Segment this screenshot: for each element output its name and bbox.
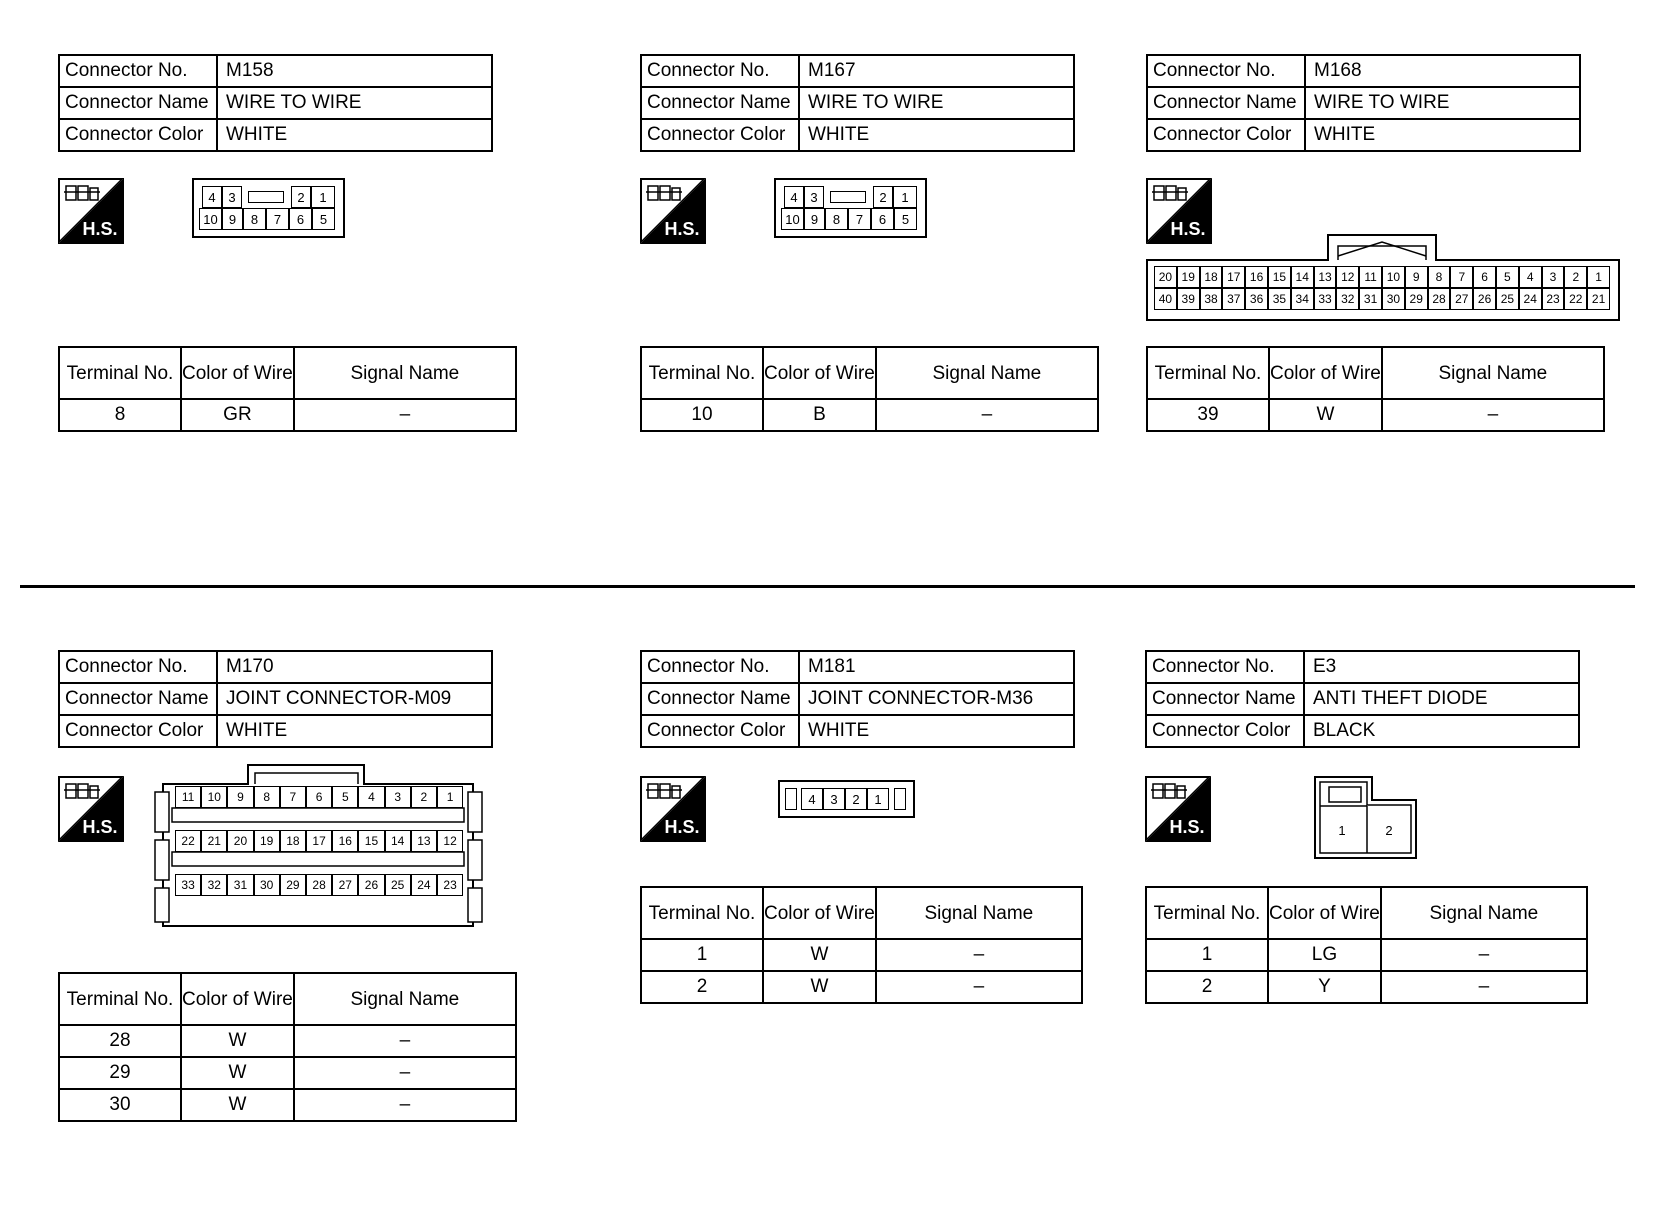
pin: 30 bbox=[1382, 288, 1405, 310]
wire-color-header: Color of Wire bbox=[181, 973, 294, 1025]
connector-no-label: Connector No. bbox=[59, 651, 217, 683]
terminal-no: 30 bbox=[59, 1089, 181, 1121]
connector-name-value: ANTI THEFT DIODE bbox=[1304, 683, 1579, 715]
connector-name-value: JOINT CONNECTOR-M09 bbox=[217, 683, 492, 715]
connector-color-value: WHITE bbox=[799, 119, 1074, 151]
pin: 9 bbox=[804, 208, 825, 230]
connector-name-label: Connector Name bbox=[1146, 683, 1304, 715]
connector-color-label: Connector Color bbox=[1146, 715, 1304, 747]
pin: 25 bbox=[385, 874, 411, 896]
pin: 24 bbox=[411, 874, 437, 896]
connector-face-m170 bbox=[154, 764, 484, 928]
pin: 2 bbox=[1564, 266, 1587, 288]
pin: 8 bbox=[254, 786, 280, 808]
signal-name: – bbox=[876, 939, 1082, 971]
pin: 39 bbox=[1177, 288, 1200, 310]
pin: 13 bbox=[1314, 266, 1337, 288]
connector-color-value: WHITE bbox=[217, 119, 492, 151]
table-row bbox=[641, 971, 1082, 1003]
wire-color: LG bbox=[1268, 939, 1381, 971]
pin: 35 bbox=[1268, 288, 1291, 310]
hs-label: H.S. bbox=[1169, 817, 1205, 837]
hs-icon bbox=[58, 178, 124, 244]
wire-color: B bbox=[763, 399, 876, 431]
terminal-no-header: Terminal No. bbox=[641, 887, 763, 939]
pin: 13 bbox=[411, 830, 437, 852]
pin: 4 bbox=[784, 186, 804, 208]
terminal-no-header: Terminal No. bbox=[59, 347, 181, 399]
pin: 5 bbox=[894, 208, 917, 230]
pin: 9 bbox=[227, 786, 253, 808]
hs-label: H.S. bbox=[82, 817, 118, 837]
connector-no-label: Connector No. bbox=[641, 55, 799, 87]
signal-name: – bbox=[294, 1089, 516, 1121]
connector-info-m167 bbox=[640, 54, 1075, 152]
pin: 27 bbox=[332, 874, 358, 896]
wire-color: W bbox=[181, 1057, 294, 1089]
terminal-no-header: Terminal No. bbox=[641, 347, 763, 399]
pin: 15 bbox=[358, 830, 384, 852]
connector-color-value: WHITE bbox=[799, 715, 1074, 747]
table-row bbox=[59, 1089, 516, 1121]
connector-name-value: WIRE TO WIRE bbox=[1305, 87, 1580, 119]
pin: 18 bbox=[280, 830, 306, 852]
pin: 7 bbox=[848, 208, 871, 230]
pin: 33 bbox=[1314, 288, 1337, 310]
wire-color: GR bbox=[181, 399, 294, 431]
pin: 29 bbox=[280, 874, 306, 896]
pin: 10 bbox=[1382, 266, 1405, 288]
hs-icon bbox=[640, 776, 706, 842]
pin: 31 bbox=[1359, 288, 1382, 310]
terminal-no: 1 bbox=[641, 939, 763, 971]
connector-face-m168 bbox=[1146, 234, 1620, 322]
connector-color-label: Connector Color bbox=[59, 715, 217, 747]
signal-name: – bbox=[294, 399, 516, 431]
connector-color-label: Connector Color bbox=[59, 119, 217, 151]
wire-color: W bbox=[181, 1089, 294, 1121]
connector-color-value: BLACK bbox=[1304, 715, 1579, 747]
signal-name-header: Signal Name bbox=[294, 973, 516, 1025]
pin: 28 bbox=[1428, 288, 1451, 310]
pin: 6 bbox=[289, 208, 312, 230]
pin: 1 bbox=[893, 186, 917, 208]
pin: 9 bbox=[1405, 266, 1428, 288]
pin: 24 bbox=[1519, 288, 1542, 310]
terminal-table-m168 bbox=[1146, 346, 1605, 432]
lock-tab bbox=[785, 788, 797, 810]
connector-no-value: M168 bbox=[1305, 55, 1580, 87]
pin: 37 bbox=[1222, 288, 1245, 310]
connector-info-m181 bbox=[640, 650, 1075, 748]
signal-name: – bbox=[294, 1057, 516, 1089]
pin: 20 bbox=[1154, 266, 1177, 288]
pin: 17 bbox=[306, 830, 332, 852]
table-row bbox=[641, 399, 1098, 431]
pin: 7 bbox=[280, 786, 306, 808]
pin: 3 bbox=[222, 186, 242, 208]
pin: 2 bbox=[1385, 822, 1393, 838]
connector-color-value: WHITE bbox=[1305, 119, 1580, 151]
terminal-table-e3 bbox=[1145, 886, 1588, 1004]
terminal-no: 39 bbox=[1147, 399, 1269, 431]
terminal-table-m167 bbox=[640, 346, 1099, 432]
connector-name-label: Connector Name bbox=[1147, 87, 1305, 119]
pin: 4 bbox=[801, 788, 823, 810]
signal-name: – bbox=[1381, 971, 1587, 1003]
pin: 12 bbox=[1336, 266, 1359, 288]
connector-name-label: Connector Name bbox=[641, 87, 799, 119]
wire-color: W bbox=[763, 971, 876, 1003]
wire-color-header: Color of Wire bbox=[1269, 347, 1382, 399]
pin: 21 bbox=[1587, 288, 1610, 310]
pin: 22 bbox=[175, 830, 201, 852]
table-row bbox=[59, 399, 516, 431]
connector-name-label: Connector Name bbox=[59, 683, 217, 715]
pin: 12 bbox=[437, 830, 463, 852]
pin: 1 bbox=[437, 786, 463, 808]
connector-no-value: M167 bbox=[799, 55, 1074, 87]
signal-name-header: Signal Name bbox=[294, 347, 516, 399]
lock-tab bbox=[894, 788, 906, 810]
pin: 8 bbox=[243, 208, 266, 230]
connector-color-value: WHITE bbox=[217, 715, 492, 747]
pin: 6 bbox=[871, 208, 894, 230]
wire-color-header: Color of Wire bbox=[1268, 887, 1381, 939]
connector-info-m168 bbox=[1146, 54, 1581, 152]
connector-no-value: M181 bbox=[799, 651, 1074, 683]
pin: 36 bbox=[1245, 288, 1268, 310]
pin: 10 bbox=[199, 208, 222, 230]
pin: 17 bbox=[1222, 266, 1245, 288]
pin: 11 bbox=[1359, 266, 1382, 288]
signal-name: – bbox=[1381, 939, 1587, 971]
connector-info-m158 bbox=[58, 54, 493, 152]
pin: 34 bbox=[1291, 288, 1314, 310]
pin: 7 bbox=[266, 208, 289, 230]
connector-color-label: Connector Color bbox=[641, 119, 799, 151]
table-row bbox=[1147, 399, 1604, 431]
pin: 6 bbox=[1473, 266, 1496, 288]
table-row bbox=[1146, 971, 1587, 1003]
connector-no-label: Connector No. bbox=[59, 55, 217, 87]
pin: 10 bbox=[781, 208, 804, 230]
pin: 1 bbox=[311, 186, 335, 208]
signal-name: – bbox=[294, 1025, 516, 1057]
pin: 2 bbox=[873, 186, 893, 208]
pin: 26 bbox=[1473, 288, 1496, 310]
pin: 1 bbox=[1587, 266, 1610, 288]
pin: 4 bbox=[358, 786, 384, 808]
terminal-no: 28 bbox=[59, 1025, 181, 1057]
pin: 23 bbox=[437, 874, 463, 896]
table-row bbox=[59, 1025, 516, 1057]
terminal-no-header: Terminal No. bbox=[1146, 887, 1268, 939]
pin: 14 bbox=[1291, 266, 1314, 288]
connector-color-label: Connector Color bbox=[1147, 119, 1305, 151]
signal-name: – bbox=[1382, 399, 1604, 431]
pin: 26 bbox=[358, 874, 384, 896]
pin: 19 bbox=[254, 830, 280, 852]
connector-info-m170 bbox=[58, 650, 493, 748]
connector-no-value: M158 bbox=[217, 55, 492, 87]
connector-name-label: Connector Name bbox=[641, 683, 799, 715]
connector-no-label: Connector No. bbox=[1146, 651, 1304, 683]
pin: 19 bbox=[1177, 266, 1200, 288]
pin: 8 bbox=[1428, 266, 1451, 288]
pin: 3 bbox=[804, 186, 824, 208]
pin: 2 bbox=[845, 788, 867, 810]
pin: 40 bbox=[1154, 288, 1177, 310]
wire-color: W bbox=[763, 939, 876, 971]
signal-name-header: Signal Name bbox=[1381, 887, 1587, 939]
signal-name-header: Signal Name bbox=[1382, 347, 1604, 399]
connector-name-value: JOINT CONNECTOR-M36 bbox=[799, 683, 1074, 715]
terminal-no: 1 bbox=[1146, 939, 1268, 971]
pin: 31 bbox=[227, 874, 253, 896]
pin: 9 bbox=[222, 208, 243, 230]
pin: 25 bbox=[1496, 288, 1519, 310]
terminal-no: 2 bbox=[641, 971, 763, 1003]
pin: 7 bbox=[1450, 266, 1473, 288]
hs-label: H.S. bbox=[664, 219, 700, 239]
pin: 22 bbox=[1564, 288, 1587, 310]
signal-name-header: Signal Name bbox=[876, 347, 1098, 399]
terminal-no: 8 bbox=[59, 399, 181, 431]
table-row bbox=[59, 1057, 516, 1089]
pin: 11 bbox=[175, 786, 201, 808]
wire-color-header: Color of Wire bbox=[763, 347, 876, 399]
hs-icon bbox=[1145, 776, 1211, 842]
latch-slot bbox=[248, 191, 284, 203]
pin: 2 bbox=[411, 786, 437, 808]
terminal-no: 2 bbox=[1146, 971, 1268, 1003]
pin: 4 bbox=[1519, 266, 1542, 288]
pin: 15 bbox=[1268, 266, 1291, 288]
pin: 3 bbox=[385, 786, 411, 808]
pin: 3 bbox=[1542, 266, 1565, 288]
terminal-no-header: Terminal No. bbox=[59, 973, 181, 1025]
table-row bbox=[1146, 939, 1587, 971]
pin: 5 bbox=[1496, 266, 1519, 288]
connector-name-value: WIRE TO WIRE bbox=[799, 87, 1074, 119]
pin: 1 bbox=[867, 788, 889, 810]
pin: 3 bbox=[823, 788, 845, 810]
wire-color: Y bbox=[1268, 971, 1381, 1003]
pin: 5 bbox=[332, 786, 358, 808]
pin: 2 bbox=[291, 186, 311, 208]
terminal-no: 29 bbox=[59, 1057, 181, 1089]
pin: 18 bbox=[1200, 266, 1223, 288]
hs-icon bbox=[640, 178, 706, 244]
pin: 32 bbox=[201, 874, 227, 896]
wire-color-header: Color of Wire bbox=[181, 347, 294, 399]
connector-no-value: E3 bbox=[1304, 651, 1579, 683]
signal-name: – bbox=[876, 971, 1082, 1003]
terminal-no-header: Terminal No. bbox=[1147, 347, 1269, 399]
terminal-no: 10 bbox=[641, 399, 763, 431]
pin: 10 bbox=[201, 786, 227, 808]
pin: 23 bbox=[1542, 288, 1565, 310]
pin: 27 bbox=[1450, 288, 1473, 310]
connector-no-label: Connector No. bbox=[641, 651, 799, 683]
pin: 30 bbox=[254, 874, 280, 896]
connector-info-e3 bbox=[1145, 650, 1580, 748]
pin: 1 bbox=[1338, 822, 1346, 838]
connector-name-value: WIRE TO WIRE bbox=[217, 87, 492, 119]
pin: 29 bbox=[1405, 288, 1428, 310]
pin: 16 bbox=[1245, 266, 1268, 288]
table-row bbox=[641, 939, 1082, 971]
wire-color: W bbox=[1269, 399, 1382, 431]
terminal-table-m158 bbox=[58, 346, 517, 432]
latch-slot bbox=[830, 191, 866, 203]
terminal-table-m170 bbox=[58, 972, 517, 1122]
hs-label: H.S. bbox=[1170, 219, 1206, 239]
pin: 21 bbox=[201, 830, 227, 852]
terminal-table-m181 bbox=[640, 886, 1083, 1004]
pin: 32 bbox=[1336, 288, 1359, 310]
connector-face-e3 bbox=[1314, 776, 1418, 860]
wire-color-header: Color of Wire bbox=[763, 887, 876, 939]
signal-name: – bbox=[876, 399, 1098, 431]
pin: 16 bbox=[332, 830, 358, 852]
hs-label: H.S. bbox=[82, 219, 118, 239]
hs-label: H.S. bbox=[664, 817, 700, 837]
pin: 38 bbox=[1200, 288, 1223, 310]
wire-color: W bbox=[181, 1025, 294, 1057]
connector-color-label: Connector Color bbox=[641, 715, 799, 747]
pin: 4 bbox=[202, 186, 222, 208]
pin: 6 bbox=[306, 786, 332, 808]
pin: 28 bbox=[306, 874, 332, 896]
connector-name-label: Connector Name bbox=[59, 87, 217, 119]
signal-name-header: Signal Name bbox=[876, 887, 1082, 939]
connector-no-label: Connector No. bbox=[1147, 55, 1305, 87]
pin: 5 bbox=[312, 208, 335, 230]
pin: 33 bbox=[175, 874, 201, 896]
pin: 20 bbox=[227, 830, 253, 852]
pin: 8 bbox=[825, 208, 848, 230]
hs-icon bbox=[58, 776, 124, 842]
connector-no-value: M170 bbox=[217, 651, 492, 683]
pin: 14 bbox=[385, 830, 411, 852]
section-divider bbox=[20, 585, 1635, 588]
